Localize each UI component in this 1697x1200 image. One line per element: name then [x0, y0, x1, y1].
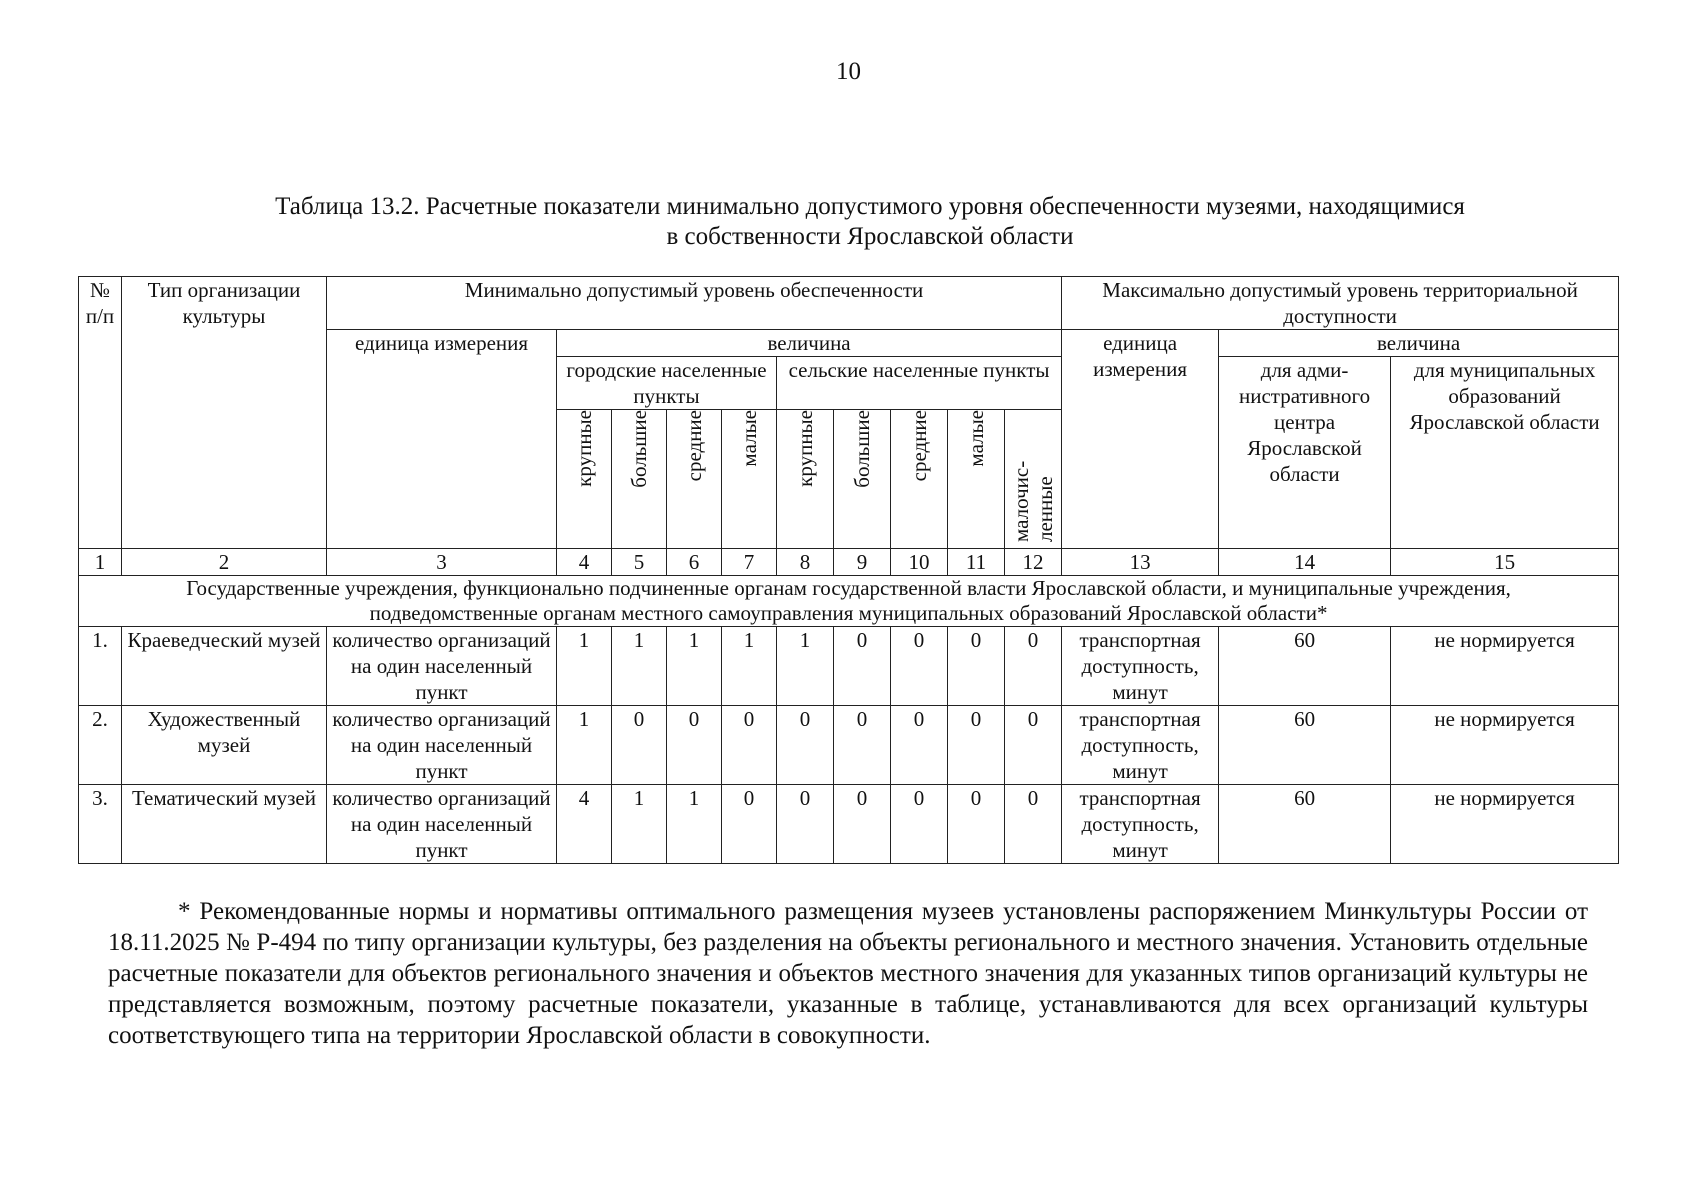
row-unit-2: транспортная доступность, минут [1062, 627, 1219, 706]
header-size-label: большие [627, 410, 651, 488]
row-type: Краеведческий музей [122, 627, 327, 706]
header-value: величина [557, 330, 1062, 357]
row-unit: количество организаций на один населенный пункт [327, 706, 557, 785]
header-max-level: Максимально допустимый уровень территориальной доступности [1062, 277, 1619, 330]
row-value: 1 [667, 627, 722, 706]
row-value: 1 [777, 627, 834, 706]
header-unit: единица измерения [327, 330, 557, 549]
row-value: 0 [1005, 785, 1062, 864]
row-value: 0 [948, 785, 1005, 864]
column-numbers-row [79, 549, 1619, 576]
caption-line-2: в собственности Ярославской области [666, 223, 1074, 250]
column-number: 10 [891, 549, 948, 576]
column-number: 8 [777, 549, 834, 576]
row-value: 1 [557, 627, 612, 706]
header-size-cell [612, 410, 667, 549]
column-number: 4 [557, 549, 612, 576]
row-municipal-value: не нормируется [1391, 627, 1619, 706]
header-admin-center: для адми-нистративного центра Ярославской области [1219, 357, 1391, 549]
row-municipal-value: не нормируется [1391, 706, 1619, 785]
row-value: 0 [891, 627, 948, 706]
row-value: 0 [834, 785, 891, 864]
row-num: 1. [79, 627, 122, 706]
footnote [108, 896, 1588, 1051]
row-value: 0 [722, 785, 777, 864]
column-number: 9 [834, 549, 891, 576]
caption-line-1: Таблица 13.2. Расчетные показатели минимально допустимого уровня обеспеченности музеями, находящимися [275, 193, 1465, 220]
header-size-cell [1005, 410, 1062, 549]
row-unit-2: транспортная доступность, минут [1062, 785, 1219, 864]
header-type: Тип организации культуры [122, 277, 327, 549]
table-row [79, 627, 1619, 706]
header-size-cell [557, 410, 612, 549]
header-size-label: крупные [793, 410, 817, 487]
footnote-text: * Рекомендованные нормы и нормативы оптимального размещения музеев установлены распоряжением Минкультуры России от 18.11.2025 № Р-494 по типу организации культуры, без разделения на объекты регионального и местного значения. Установить отдельные расчетные показатели для объектов регионального значения и объектов местного значения для указанных типов организаций культуры не представляется возможным, поэтому расчетные показатели, указанные в таблице, устанавливаются для всех организаций культуры соответствующего типа на территории Ярославской области в совокупности. [108, 898, 1588, 1049]
row-value: 0 [891, 785, 948, 864]
header-size-label: малые [964, 410, 988, 467]
header-size-label: большие [850, 410, 874, 488]
row-admin-value: 60 [1219, 785, 1391, 864]
row-municipal-value: не нормируется [1391, 785, 1619, 864]
header-size-cell [948, 410, 1005, 549]
row-value: 0 [948, 706, 1005, 785]
column-number: 6 [667, 549, 722, 576]
norms-table [78, 276, 1619, 864]
section-title: Государственные учреждения, функционально подчиненные органам государственной власти Ярославской области, и муниципальные учреждения, подведомственные органам местного самоуправления муниципальных образований Ярославской области* [79, 576, 1619, 627]
row-value: 0 [948, 627, 1005, 706]
header-size-label: средние [682, 410, 706, 482]
table-row [79, 706, 1619, 785]
page-number: 10 [836, 58, 861, 85]
row-value: 0 [891, 706, 948, 785]
row-value: 0 [777, 785, 834, 864]
row-value: 1 [612, 627, 667, 706]
header-size-cell [722, 410, 777, 549]
column-number: 15 [1391, 549, 1619, 576]
row-value: 1 [667, 785, 722, 864]
header-num: № п/п [79, 277, 122, 549]
table-caption [160, 192, 1580, 252]
header-size-cell [667, 410, 722, 549]
header-unit-2: единица измерения [1062, 330, 1219, 549]
column-number: 5 [612, 549, 667, 576]
column-number: 1 [79, 549, 122, 576]
row-admin-value: 60 [1219, 706, 1391, 785]
row-admin-value: 60 [1219, 627, 1391, 706]
column-number: 3 [327, 549, 557, 576]
table-row [79, 785, 1619, 864]
row-value: 0 [834, 706, 891, 785]
row-unit: количество организаций на один населенный пункт [327, 627, 557, 706]
column-number: 7 [722, 549, 777, 576]
row-value: 0 [777, 706, 834, 785]
row-num: 3. [79, 785, 122, 864]
header-municipal: для муниципальных образований Ярославской области [1391, 357, 1619, 549]
header-row-1 [79, 277, 1619, 330]
row-type: Тематический музей [122, 785, 327, 864]
header-min-level: Минимально допустимый уровень обеспеченности [327, 277, 1062, 330]
header-size-cell [777, 410, 834, 549]
column-number: 12 [1005, 549, 1062, 576]
row-unit: количество организаций на один населенный пункт [327, 785, 557, 864]
row-type: Художественный музей [122, 706, 327, 785]
row-value: 0 [834, 627, 891, 706]
row-value: 1 [557, 706, 612, 785]
row-value: 0 [612, 706, 667, 785]
column-number: 14 [1219, 549, 1391, 576]
row-value: 1 [612, 785, 667, 864]
header-size-cell [891, 410, 948, 549]
section-row [79, 576, 1619, 627]
header-size-cell [834, 410, 891, 549]
row-unit-2: транспортная доступность, минут [1062, 706, 1219, 785]
header-size-label: крупные [572, 410, 596, 487]
column-number: 2 [122, 549, 327, 576]
row-value: 4 [557, 785, 612, 864]
header-size-label: средние [907, 410, 931, 482]
row-value: 1 [722, 627, 777, 706]
header-urban: городские населенные пункты [557, 357, 777, 410]
row-value: 0 [667, 706, 722, 785]
column-number: 11 [948, 549, 1005, 576]
row-num: 2. [79, 706, 122, 785]
header-size-label: малочис-ленные [1009, 460, 1058, 542]
header-value-2: величина [1219, 330, 1619, 357]
header-size-label: малые [737, 410, 761, 467]
header-rural: сельские населенные пункты [777, 357, 1062, 410]
row-value: 0 [1005, 706, 1062, 785]
row-value: 0 [722, 706, 777, 785]
column-number: 13 [1062, 549, 1219, 576]
row-value: 0 [1005, 627, 1062, 706]
